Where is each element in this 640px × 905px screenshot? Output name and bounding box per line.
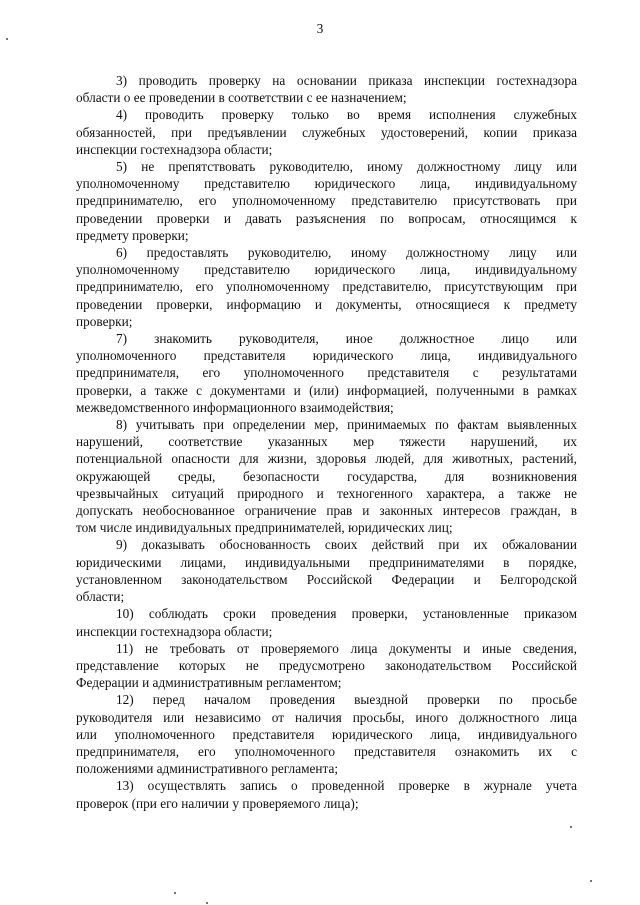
text-line: том числе индивидуальных предпринимателей, юридических лиц;: [76, 520, 453, 536]
text-line: области о ее проведении в соответствии с ее назначением;: [76, 90, 407, 106]
paragraph-item-7: [76, 330, 577, 416]
text-line: уполномоченному представителю юридического лица, индивидуальному: [76, 262, 577, 278]
text-line: проверки;: [76, 313, 133, 329]
text-line: предпринимателя, его уполномоченного представителя ознакомить их с: [76, 743, 577, 759]
text-line: 6) предоставлять руководителю, иному должностному лицу или: [116, 245, 577, 261]
text-line: межведомственного информационного взаимодействия;: [76, 399, 394, 415]
scan-speck: [206, 902, 208, 904]
document-body: [76, 72, 577, 812]
text-line: руководителя или независимо от наличия просьбы, иного должностного лица: [76, 709, 577, 725]
text-line: инспекции гостехнадзора области;: [76, 141, 273, 157]
text-line: 10) соблюдать сроки проведения проверки, установленные приказом: [116, 606, 577, 622]
text-line: 7) знакомить руководителя, иное должностное лицо или: [116, 331, 577, 347]
text-line: 12) перед началом проведения выездной проверки по просьбе: [116, 692, 577, 708]
paragraph-item-9: [76, 536, 577, 605]
text-line: предпринимателю, его уполномоченному представителю, присутствующим при: [76, 279, 577, 295]
paragraph-item-8: [76, 416, 577, 536]
text-line: или уполномоченного представителя юридического лица, индивидуального: [76, 726, 577, 742]
text-line: 8) учитывать при определении мер, принимаемых по фактам выявленных: [116, 417, 577, 433]
text-line: представление которых не предусмотрено законодательством Российской: [76, 657, 577, 673]
text-line: обязанностей, при предъявлении служебных удостоверений, копии приказа: [76, 124, 577, 140]
paragraph-item-10: [76, 605, 577, 639]
paragraph-item-3: [76, 72, 577, 106]
text-line: допускать необоснованное ограничение прав и законных интересов граждан, в: [76, 503, 577, 519]
scan-speck: [6, 38, 8, 40]
scan-speck: [174, 892, 176, 894]
text-line: 9) доказывать обоснованность своих действий при их обжаловании: [116, 537, 577, 553]
text-line: предмету проверки;: [76, 227, 189, 243]
paragraph-item-11: [76, 640, 577, 692]
scan-speck: [570, 826, 572, 828]
text-line: положениями административного регламента;: [76, 761, 339, 777]
scan-speck: [590, 880, 592, 882]
text-line: чрезвычайных ситуаций природного и техногенного характера, а также не: [76, 485, 577, 501]
text-line: 3) проводить проверку на основании приказа инспекции гостехнадзора: [116, 73, 577, 88]
paragraph-item-5: [76, 158, 577, 244]
text-line: 11) не требовать от проверяемого лица документы и иные сведения,: [116, 640, 577, 656]
text-line: Федерации и административным регламентом;: [76, 675, 342, 691]
text-line: 13) осуществлять запись о проведенной проверке в журнале учета: [116, 778, 577, 794]
paragraph-item-13: [76, 777, 577, 811]
text-line: нарушений, соответствие указанных мер тяжести нарушений, их: [76, 434, 577, 450]
text-line: уполномоченного представителя юридического лица, индивидуального: [76, 348, 577, 364]
text-line: области;: [76, 589, 125, 605]
page-number: 3: [316, 21, 324, 36]
text-line: проверки, а также с документами и (или) информацией, полученными в рамках: [76, 382, 577, 398]
text-line: юридическими лицами, индивидуальными предпринимателями в порядке,: [76, 554, 577, 570]
text-line: предпринимателя, его уполномоченного представителя с результатами: [76, 365, 577, 381]
text-line: проведении проверки и давать разъяснения по вопросам, относящимся к: [76, 210, 577, 226]
text-line: потенциальной опасности для жизни, здоровья людей, для животных, растений,: [76, 451, 577, 467]
paragraph-item-4: [76, 106, 577, 158]
text-line: 5) не препятствовать руководителю, иному должностному лицу или: [116, 159, 577, 175]
text-line: предпринимателю, его уполномоченному представителю присутствовать при: [76, 193, 577, 209]
text-line: инспекции гостехнадзора области;: [76, 623, 273, 639]
text-line: проведении проверки, информацию и документы, относящиеся к предмету: [76, 296, 577, 312]
text-line: проверок (при его наличии у проверяемого лица);: [76, 795, 359, 811]
text-line: 4) проводить проверку только во время исполнения служебных: [116, 107, 577, 123]
text-line: окружающей среды, безопасности государства, для возникновения: [76, 468, 577, 484]
text-line: уполномоченному представителю юридического лица, индивидуальному: [76, 176, 577, 192]
paragraph-item-12: [76, 691, 577, 777]
text-line: установленном законодательством Российской Федерации и Белгородской: [76, 571, 577, 587]
paragraph-item-6: [76, 244, 577, 330]
